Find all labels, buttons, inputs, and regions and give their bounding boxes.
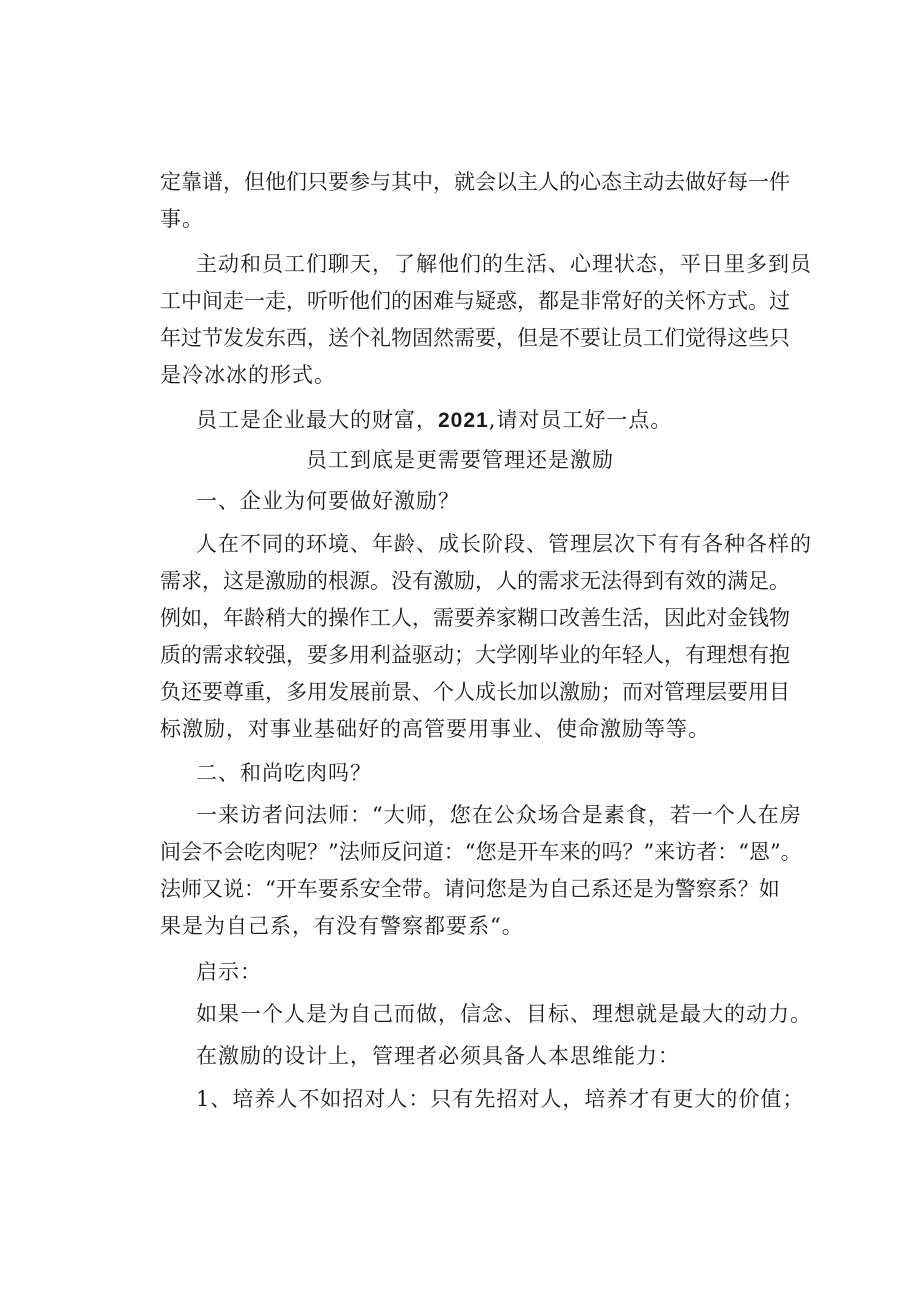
text-line: 年过节发发东西，送个礼物固然需要，但是不要让员工们觉得这些只 — [160, 326, 790, 350]
text-segment: ,请对员工好一点。 — [488, 408, 673, 432]
text-line: 是冷冰冰的形式。 — [160, 363, 336, 387]
text-segment: 员工是企业最大的财富， — [196, 408, 438, 432]
text-line: 一来访者问法师：“大师，您在公众场合是素食，若一个人在房 — [196, 803, 802, 827]
text-line: 如果一个人是为自己而做，信念、目标、理想就是最大的动力。 — [196, 1002, 812, 1026]
text-line: 间会不会吃肉呢？”法师反问道：“您是开车来的吗？”来访者：“恩”。 — [160, 840, 802, 864]
year-text: 2021 — [438, 409, 489, 432]
heading-why-motivate: 一、企业为何要做好激励？ — [196, 489, 460, 513]
paragraph-employee-wealth — [196, 406, 672, 435]
text-line: 人在不同的环境、年龄、成长阶段、管理层次下有有各种各样的 — [196, 532, 812, 556]
text-line: 标激励，对事业基础好的高管要用事业、使命激励等等。 — [160, 717, 710, 741]
text-line: 主动和员工们聊天，了解他们的生活、心理状态，平日里多到员 — [196, 252, 812, 276]
text-line: 负还要尊重，多用发展前景、个人成长加以激励；而对管理层要用目 — [160, 680, 790, 704]
text-line: 工中间走一走，听听他们的困难与疑惑，都是非常好的关怀方式。过 — [160, 289, 790, 313]
text-line: 质的需求较强，要多用利益驱动；大学刚毕业的年轻人，有理想有抱 — [160, 643, 790, 667]
text-line: 定靠谱，但他们只要参与其中，就会以主人的心态主动去做好每一件 — [160, 170, 790, 194]
inspiration-label: 启示： — [196, 960, 262, 984]
heading-monk-eat-meat: 二、和尚吃肉吗？ — [196, 761, 372, 785]
text-line: 在激励的设计上，管理者必须具备人本思维能力： — [196, 1044, 680, 1068]
text-line: 例如，年龄稍大的操作工人，需要养家糊口改善生活，因此对金钱物 — [160, 606, 790, 630]
text-line: 果是为自己系，有没有警察都要系“。 — [160, 914, 524, 938]
text-line: 法师又说：“开车要系安全带。请问您是为自己系还是为警察系？如 — [160, 877, 780, 901]
list-item: 1、培养人不如招对人：只有先招对人，培养才有更大的价值； — [196, 1087, 805, 1111]
text-line: 需求，这是激励的根源。没有激励，人的需求无法得到有效的满足。 — [160, 569, 790, 593]
section-title: 员工到底是更需要管理还是激励 — [306, 448, 614, 472]
text-line: 事。 — [160, 207, 204, 231]
